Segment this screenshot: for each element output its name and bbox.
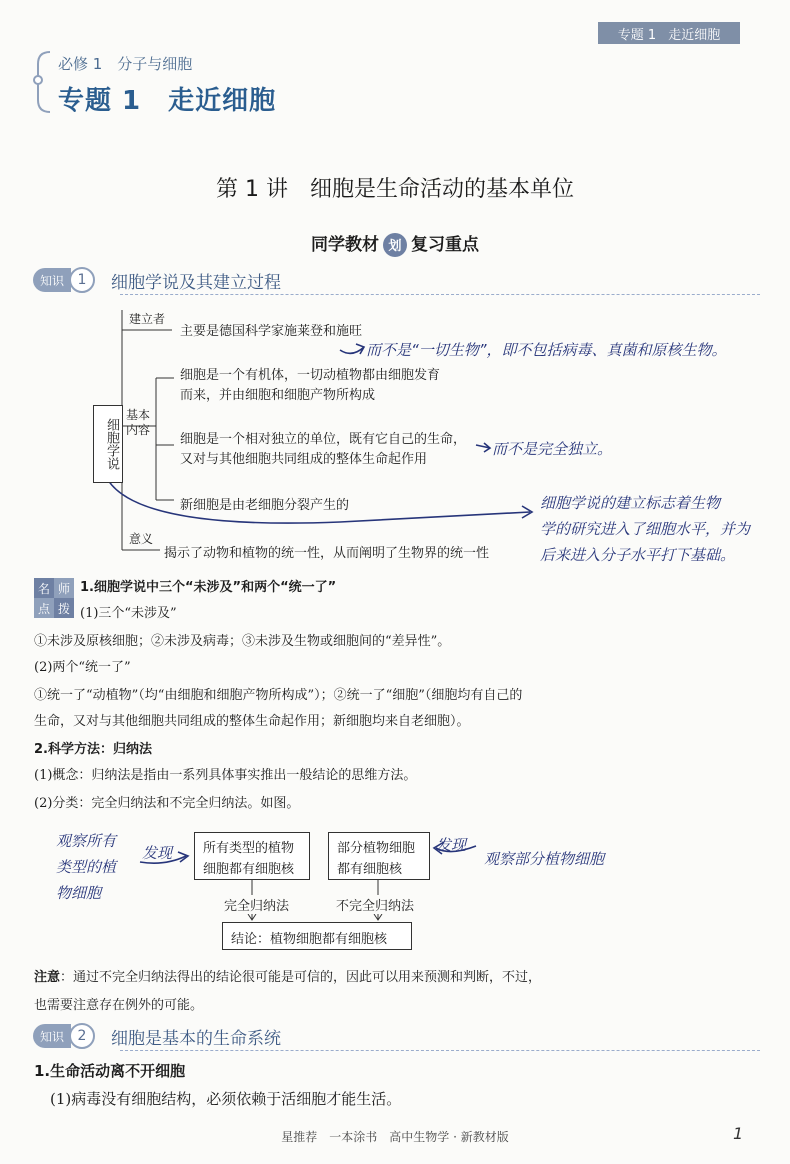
- induction-box-incomplete: [328, 832, 430, 880]
- tip-p1: (1)三个“未涉及”: [80, 606, 177, 621]
- handwritten-note-3-line3: 后来进入分子水平打下基础。: [540, 546, 736, 564]
- ming-b: 师: [54, 578, 74, 598]
- notice-label: 注意: [34, 970, 61, 985]
- tip-heading-1: 1.细胞学说中三个“未涉及”和两个“统一了”: [80, 580, 337, 595]
- handwritten-note-3-line1: 细胞学说的建立标志着生物: [540, 494, 721, 512]
- handwritten-note-1: 而不是“一切生物”，即不包括病毒、真菌和原核生物。: [366, 341, 727, 359]
- hand-found-2: 发现: [436, 836, 467, 854]
- knowledge-pill: 知识: [33, 1024, 71, 1048]
- content-item-2-line2: 又对与其他细胞共同组成的整体生命起作用: [180, 452, 428, 467]
- teacher-tips-badge: [34, 578, 74, 618]
- tip-p5: 生命，又对与其他细胞共同组成的整体生命起作用；新细胞均来自老细胞）。: [34, 714, 470, 729]
- induction-conclusion: 结论：植物细胞都有细胞核: [231, 932, 388, 947]
- tip-heading-2: 2.科学方法：归纳法: [34, 742, 152, 757]
- founder-text: 主要是德国科学家施莱登和施旺: [180, 324, 363, 339]
- tip-p3: (2)两个“统一了”: [34, 660, 131, 675]
- founder-label: 建立者: [129, 312, 166, 326]
- book-label: 必修 1 分子与细胞: [58, 55, 193, 73]
- hand-left-line1: 观察所有: [56, 832, 117, 850]
- page-number: 1: [733, 1124, 744, 1143]
- review-heading: [0, 230, 790, 257]
- induction-box-complete: [194, 832, 310, 880]
- knowledge-number: 2: [69, 1023, 95, 1049]
- diagram-root: 细胞学说: [93, 405, 123, 483]
- content-item-2-line1: 细胞是一个相对独立的单位，既有它自己的生命，: [180, 432, 467, 447]
- content-item-1-line1: 细胞是一个有机体，一切动植物都由细胞发育: [180, 368, 441, 383]
- section-1-heading: 1.生命活动离不开细胞: [34, 1062, 186, 1080]
- review-badge: 划: [383, 233, 407, 257]
- hand-left-line2: 类型的植: [56, 858, 117, 876]
- knowledge-pill: 知识: [33, 268, 71, 292]
- header-tab-topic: 专题 1: [617, 27, 657, 43]
- meaning-label: 意义: [129, 532, 154, 546]
- hand-found-1: 发现: [142, 844, 173, 862]
- content-item-3: 新细胞是由老细胞分裂产生的: [180, 498, 350, 513]
- knowledge-number: 1: [69, 267, 95, 293]
- chapter-title: 专题 1 走近细胞: [58, 86, 277, 116]
- tip-p7: (2)分类：完全归纳法和不完全归纳法。如图。: [34, 796, 300, 811]
- notice-line1: [34, 966, 541, 985]
- review-left: 同学教材: [311, 235, 379, 255]
- ming-a: 名: [34, 578, 54, 598]
- induction-box1-line1: 所有类型的植物: [203, 841, 295, 856]
- handwritten-note-2: 而不是完全独立。: [492, 440, 613, 458]
- meaning-text: 揭示了动物和植物的统一性，从而阐明了生物界的统一性: [164, 546, 490, 561]
- hand-right-note: 观察部分植物细胞: [484, 850, 605, 868]
- tip-p6: (1)概念：归纳法是指由一系列具体事实推出一般结论的思维方法。: [34, 768, 417, 783]
- induction-box2-line1: 部分植物细胞: [337, 841, 416, 856]
- ming-d: 拨: [54, 598, 74, 618]
- knowledge-title: 细胞是基本的生命系统: [111, 1028, 282, 1049]
- section-1-p1: (1)病毒没有细胞结构，必须依赖于活细胞才能生活。: [50, 1090, 402, 1108]
- ming-c: 点: [34, 598, 54, 618]
- knowledge-1-heading: [33, 268, 281, 292]
- handwritten-note-3-line2: 学的研究进入了细胞水平，并为: [540, 520, 751, 538]
- header-tab: [598, 22, 740, 44]
- knowledge-2-heading: [33, 1024, 281, 1048]
- divider: [120, 294, 760, 295]
- notice-text-1: ：通过不完全归纳法得出的结论很可能是可信的，因此可以用来预测和判断，不过，: [60, 970, 542, 985]
- tip-p4: ①统一了“动植物”（均“由细胞和细胞产物所构成”）；②统一了“细胞”（细胞均有自己的: [34, 688, 523, 703]
- chapter-bracket: [30, 50, 56, 114]
- induction-box2-line2: 都有细胞核: [337, 862, 403, 877]
- content-label: 基本内容: [126, 408, 151, 437]
- hand-left-line3: 物细胞: [56, 884, 102, 902]
- induction-conclusion-box: [222, 922, 412, 950]
- review-right: 复习重点: [411, 235, 479, 255]
- header-tab-title: 走近细胞: [668, 27, 721, 43]
- lecture-title: 第 1 讲 细胞是生命活动的基本单位: [216, 177, 574, 202]
- induction-box1-line2: 细胞都有细胞核: [203, 862, 295, 877]
- divider: [120, 1050, 760, 1051]
- tip-p2: ①未涉及原核细胞；②未涉及病毒；③未涉及生物或细胞间的“差异性”。: [34, 634, 451, 649]
- incomplete-induction-label: 不完全归纳法: [336, 895, 414, 914]
- content-item-1-line2: 而来，并由细胞和细胞产物所构成: [180, 388, 376, 403]
- knowledge-title: 细胞学说及其建立过程: [111, 272, 282, 293]
- complete-induction-label: 完全归纳法: [224, 895, 289, 914]
- footer: 星推荐 一本涂书 高中生物学 · 新教材版: [281, 1130, 509, 1144]
- notice-line2: 也需要注意存在例外的可能。: [34, 998, 204, 1013]
